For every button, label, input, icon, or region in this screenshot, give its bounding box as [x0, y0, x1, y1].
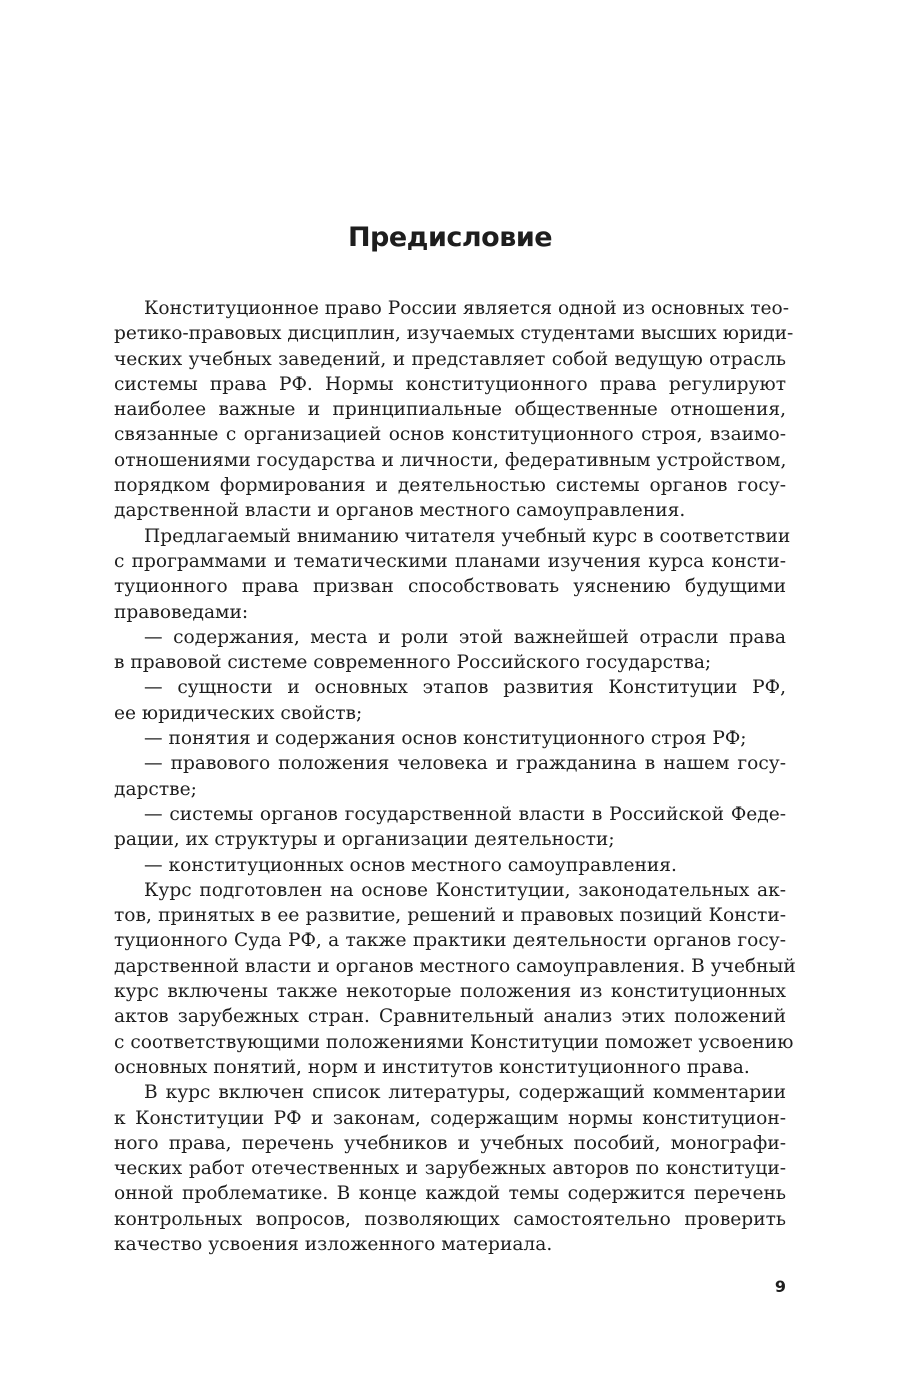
- text-line: — правового положения человека и гражданина в нашем госу-: [144, 753, 786, 775]
- text-line: — содержания, места и роли этой важнейшей отрасли права: [144, 626, 786, 648]
- text-line: системы права РФ. Нормы конституционного права регулируют: [114, 373, 786, 395]
- text-line: ческих работ отечественных и зарубежных авторов по конституци-: [114, 1158, 786, 1180]
- text-line: рации, их структуры и организации деятельности;: [114, 829, 615, 851]
- text-line: отношениями государства и личности, федеративным устройством,: [114, 449, 787, 471]
- text-line: — сущности и основных этапов развития Конституции РФ,: [144, 677, 786, 699]
- text-line: порядком формирования и деятельностью системы органов госу-: [114, 475, 786, 497]
- text-line: курс включены также некоторые положения из конституционных: [114, 981, 786, 1003]
- page-number: 9: [774, 1277, 786, 1296]
- text-line: качество усвоения изложенного материала.: [114, 1233, 553, 1255]
- text-line: Предлагаемый вниманию читателя учебный курс в соответствии: [144, 525, 791, 547]
- text-line: ческих учебных заведений, и представляет собой ведущую отрасль: [114, 348, 786, 370]
- paragraph: [114, 878, 796, 1080]
- text-line: в правовой системе современного Российского государства;: [114, 652, 712, 674]
- text-line: — конституционных основ местного самоуправления.: [144, 854, 677, 876]
- text-line: туционного права призван способствовать уяснению будущими: [114, 576, 786, 598]
- list-item: [114, 751, 786, 802]
- text-line: правоведами:: [114, 601, 249, 623]
- text-line: дарстве;: [114, 778, 197, 800]
- page-title: Предисловие: [347, 222, 553, 253]
- text-line: основных понятий, норм и институтов конституционного права.: [114, 1056, 750, 1078]
- text-line: контрольных вопросов, позволяющих самостоятельно проверить: [114, 1208, 786, 1230]
- text-line: тов, принятых в ее развитие, решений и правовых позиций Консти-: [114, 905, 786, 927]
- text-line: ного права, перечень учебников и учебных пособий, монографи-: [114, 1132, 786, 1154]
- text-line: Конституционное право России является одной из основных тео-: [144, 298, 789, 319]
- paragraph: [114, 524, 791, 625]
- text-line: В курс включен список литературы, содержащий комментарии: [144, 1082, 786, 1104]
- text-line: онной проблематике. В конце каждой темы содержится перечень: [114, 1183, 786, 1205]
- body-text: [114, 296, 796, 1257]
- text-line: ретико-правовых дисциплин, изучаемых студентами высших юриди-: [114, 323, 794, 345]
- text-line: связанные с организацией основ конституционного строя, взаимо-: [114, 424, 786, 446]
- text-line: — понятия и содержания основ конституционного строя РФ;: [144, 728, 747, 750]
- text-line: дарственной власти и органов местного самоуправления.: [114, 500, 686, 522]
- text-line: туционного Суда РФ, а также практики деятельности органов госу-: [114, 930, 786, 952]
- list-item: [114, 625, 786, 676]
- text-line: с программами и тематическими планами изучения курса консти-: [114, 550, 786, 572]
- paragraph: [114, 296, 794, 524]
- list-item: [114, 802, 786, 853]
- text-line: наиболее важные и принципиальные общественные отношения,: [114, 399, 786, 421]
- text-line: Курс подготовлен на основе Конституции, законодательных ак-: [144, 879, 786, 901]
- text-line: актов зарубежных стран. Сравнительный анализ этих положений: [114, 1006, 786, 1028]
- list-item: [114, 726, 786, 751]
- text-line: — системы органов государственной власти в Российской Феде-: [144, 803, 786, 825]
- text-line: ее юридических свойств;: [114, 702, 363, 724]
- text-line: к Конституции РФ и законам, содержащим нормы конституцион-: [114, 1107, 786, 1129]
- list-item: [114, 675, 786, 726]
- text-line: с соответствующими положениями Конституции поможет усвоению: [114, 1031, 794, 1053]
- text-line: дарственной власти и органов местного самоуправления. В учебный: [114, 955, 796, 977]
- list-item: [114, 853, 786, 878]
- paragraph: [114, 1080, 786, 1257]
